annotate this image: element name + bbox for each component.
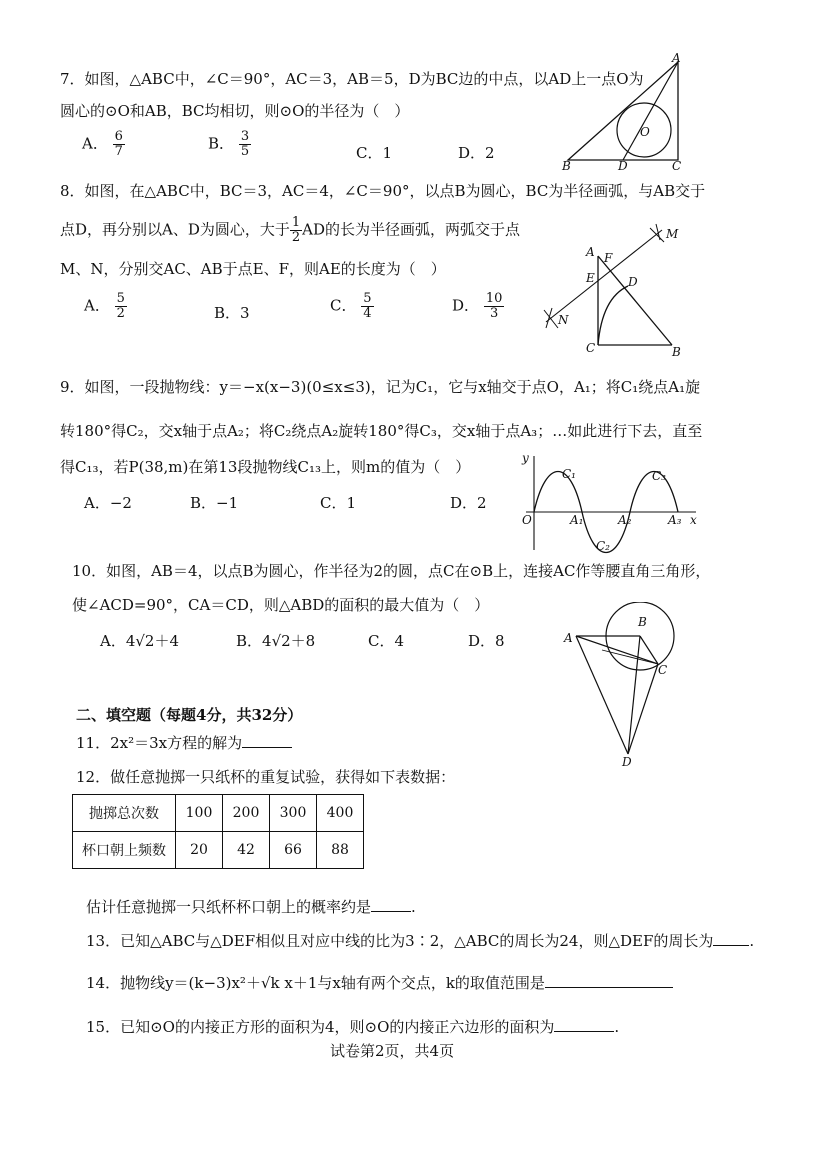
q12-answer-blank (371, 911, 411, 912)
q7-label-d: D (618, 159, 628, 172)
q9-label-y: y (522, 451, 529, 465)
table-header-cell: 抛掷总次数 (73, 795, 176, 832)
q9-option-a: A．−2 (84, 494, 132, 512)
q13-answer-blank (713, 945, 749, 946)
q12-table (72, 794, 364, 869)
q7-option-a (82, 130, 125, 159)
q9-label-c2: C₂ (596, 539, 610, 553)
table-cell: 300 (270, 795, 317, 832)
q8-label-b: B (672, 345, 681, 359)
q8-line1: 8．如图，在△ABC中，BC＝3，AC＝4，∠C＝90°，以点B为圆心，BC为半径画弧，与AB交于 (60, 182, 706, 200)
q10-option-b: B．4√2＋8 (236, 632, 316, 650)
q8-option-d: D． $\frac{10}{3}$ (452, 291, 503, 321)
q7-option-a-fraction: $\frac{6}{7}$ (114, 129, 123, 159)
q10-option-a: A．4√2＋4 (100, 632, 180, 650)
q7-option-a-label: A． (82, 134, 108, 153)
table-cell: 66 (270, 832, 317, 869)
q11: 11．2x²＝3x方程的解为 (76, 732, 292, 754)
q9-label-c1: C₁ (562, 467, 576, 481)
q10-label-c: C (658, 663, 668, 677)
q10-label-d: D (622, 755, 632, 767)
q10-line1: 10．如图，AB＝4，以点B为圆心，作半径为2的圆，点C在⊙B上，连接AC作等腰直角三角形， (72, 562, 711, 580)
q8-line2: 点D，再分别以A、D为圆心，大于 $\frac{1}{2}$ AD的长为半径画弧，两弧交于点 (60, 215, 521, 245)
q7-label-a: A (672, 52, 681, 65)
q15: 15．已知⊙O的内接正方形的面积为4，则⊙O的内接正六边形的面积为 . (86, 1018, 620, 1036)
table-header-cell: 杯口朝上频数 (73, 832, 176, 869)
q10-label-b: B (638, 615, 647, 629)
q7-label-o: O (640, 125, 650, 139)
q10-option-d: D．8 (468, 632, 505, 650)
q14-answer-blank (545, 987, 673, 988)
q9-option-c: C．1 (320, 494, 357, 512)
q7-option-b-fraction: $\frac{3}{5}$ (240, 129, 250, 159)
q9-line1: 9．如图，一段抛物线：y＝−x(x−3)(0≤x≤3)，记为C₁，它与x轴交于点O，A₁；将C₁绕点A₁旋 (60, 378, 701, 396)
q9-line2: 转180°得C₂，交x轴于点A₂；将C₂绕点A₂旋转180°得C₃，交x轴于点A₃；…如此进行下去，直至 (60, 422, 703, 440)
q12-estimate: 估计任意抛掷一只纸杯杯口朝上的概率约是 . (86, 898, 416, 916)
q9-label-x: x (690, 513, 697, 527)
q7-figure (558, 52, 688, 172)
q10-line2: 使∠ACD=90°，CA＝CD，则△ABD的面积的最大值为（ ） (72, 596, 490, 614)
q10-option-c: C．4 (368, 632, 405, 650)
section-2-heading: 二、填空题（每题4分，共32分） (76, 706, 303, 724)
q11-answer-blank (242, 747, 292, 748)
q7-option-c: C．1 (356, 144, 393, 162)
q9-label-a3: A₃ (668, 513, 682, 527)
table-cell: 20 (176, 832, 223, 869)
q7-label-b: B (562, 159, 571, 172)
page-footer: 试卷第2页，共4页 (330, 1042, 455, 1060)
q7-option-d: D．2 (458, 144, 495, 162)
q13: 13．已知△ABC与△DEF相似且对应中线的比为3∶2，△ABC的周长为24，则△DEF的周长为 . (86, 932, 755, 950)
q9-label-a2: A₂ (618, 513, 632, 527)
q8-label-m: M (666, 227, 679, 241)
q8-figure (532, 210, 682, 360)
q14: 14．抛物线y＝(k−3)x²＋√k x＋1与x轴有两个交点，k的取值范围是 (86, 972, 673, 994)
q9-figure (512, 450, 702, 555)
q8-half-fraction: $\frac{1}{2}$ (291, 215, 301, 245)
q7-line2: 圆心的⊙O和AB，BC均相切，则⊙O的半径为（ ） (60, 102, 410, 120)
q7-option-b-label: B． (208, 134, 235, 153)
q8-label-c: C (586, 341, 596, 355)
q8-option-a: A． $\frac{5}{2}$ (84, 291, 125, 321)
q8-option-b: B．3 (214, 304, 250, 322)
q8-option-c: C． $\frac{5}{4}$ (330, 291, 372, 321)
q7-line1: 7．如图，△ABC中，∠C＝90°，AC＝3，AB＝5，D为BC边的中点，以AD上一点O为 (60, 70, 644, 88)
table-row (73, 832, 364, 869)
q12-intro: 12．做任意抛掷一只纸杯的重复试验，获得如下表数据： (76, 768, 456, 786)
q8-label-n: N (558, 313, 569, 327)
q10-label-a: A (564, 631, 573, 645)
table-cell: 200 (223, 795, 270, 832)
q9-label-a1: A₁ (570, 513, 584, 527)
q15-answer-blank (554, 1031, 614, 1032)
q8-line3: M、N，分别交AC、AB于点E、F，则AE的长度为（ ） (60, 260, 446, 278)
table-row (73, 795, 364, 832)
q9-label-o: O (522, 513, 532, 527)
table-cell: 42 (223, 832, 270, 869)
q7-option-b (208, 130, 251, 159)
q8-label-e: E (586, 271, 595, 285)
q7-label-c: C (672, 159, 682, 172)
q8-label-d: D (628, 275, 638, 289)
table-cell: 100 (176, 795, 223, 832)
table-cell: 400 (317, 795, 364, 832)
q9-option-b: B．−1 (190, 494, 239, 512)
q8-label-f: F (604, 251, 613, 265)
q9-line3: 得C₁₃，若P(38,m)在第13段抛物线C₁₃上，则m的值为（ ） (60, 458, 471, 476)
q9-option-d: D．2 (450, 494, 487, 512)
q10-figure (562, 602, 692, 767)
q8-label-a: A (586, 245, 595, 259)
table-cell: 88 (317, 832, 364, 869)
q9-label-c3: C₃ (652, 469, 666, 483)
